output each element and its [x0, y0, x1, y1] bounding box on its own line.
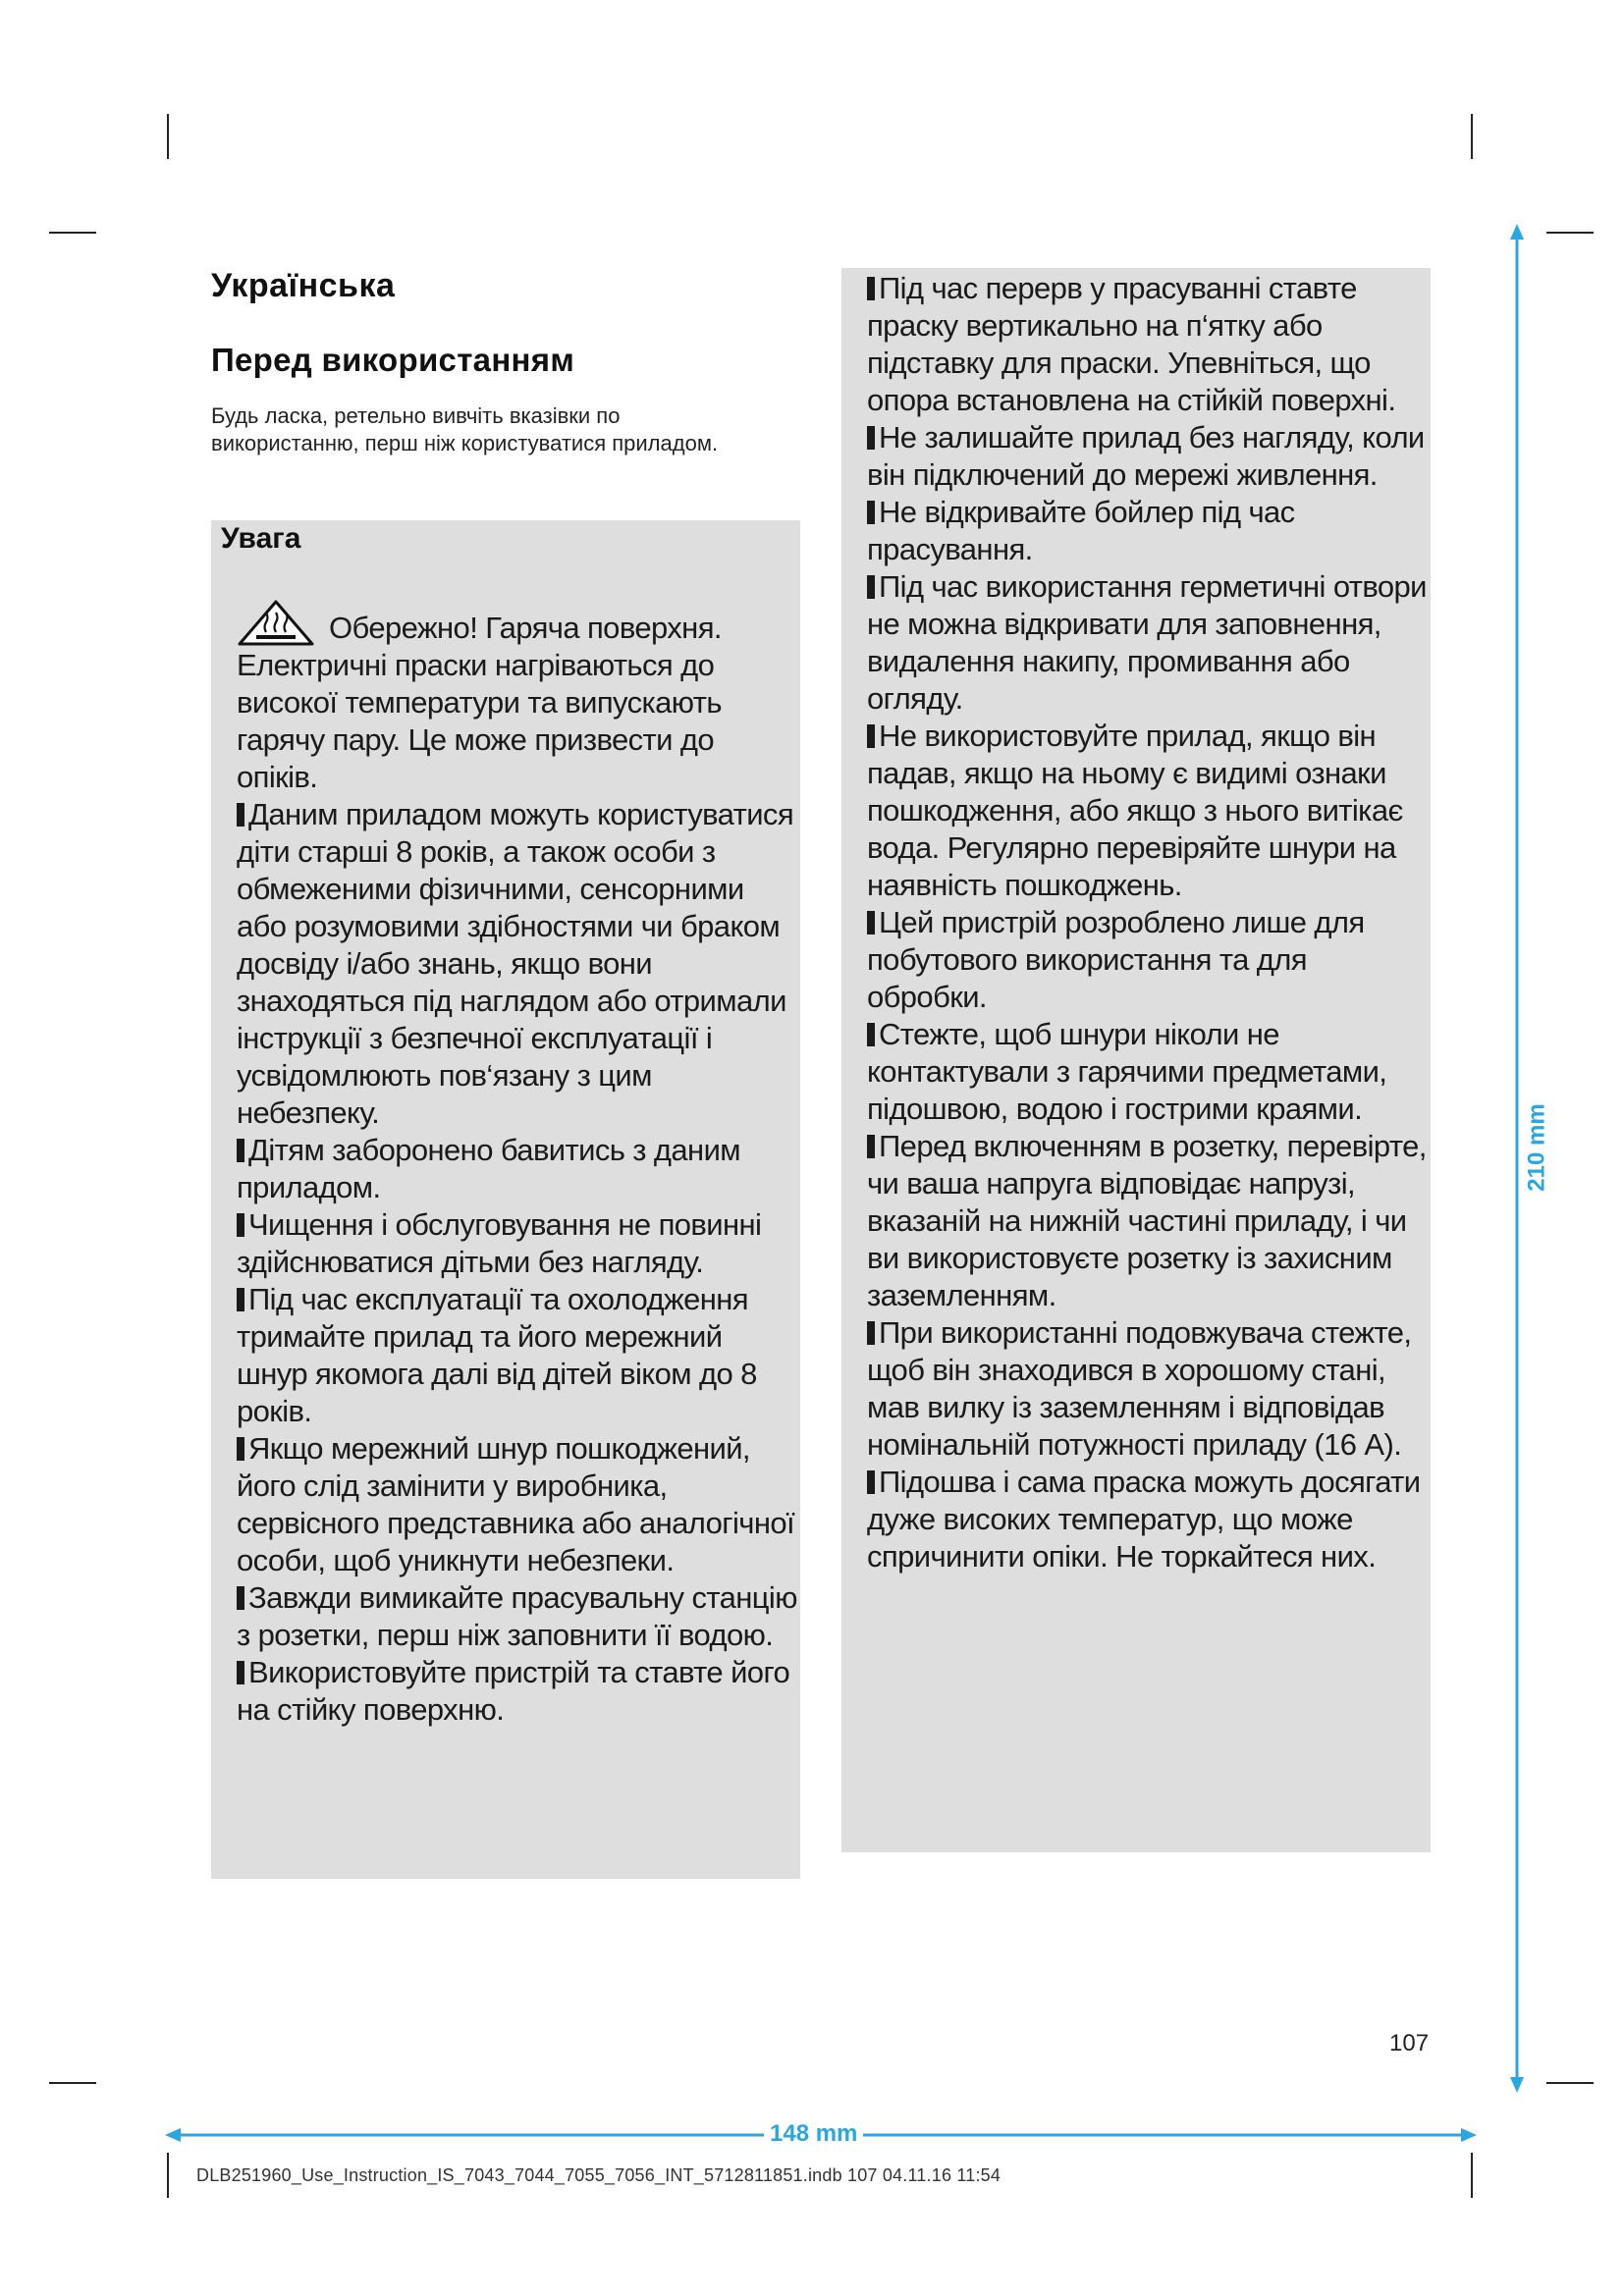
warning-item: Не використовуйте прилад, якщо він падав, якщо на ньому є видимі ознаки пошкодження, або якщо з нього витікає вода. Регулярно перевіряйте шнури на наявність пошкоджень.	[867, 719, 1403, 902]
crop-mark	[1471, 114, 1473, 159]
warning-item: Чищення і обслуговування не повинні здійснюватися дітьми без нагляду.	[237, 1207, 762, 1279]
height-label: 210 mm	[1524, 1097, 1551, 1197]
warning-item: Під час експлуатації та охолодження тримайте прилад та його мережний шнур якомога далі від дітей віком до 8 років.	[237, 1282, 757, 1428]
intro-paragraph: Будь ласка, ретельно вивчіть вказівки по використанню, перш ніж користуватися приладом.	[211, 403, 719, 455]
warning-item: Обережно! Гаряча поверхня. Електричні праски нагріваються до високої температури та випускають гарячу пару. Це може призвести до опіків.	[237, 599, 798, 796]
language-heading: Українська	[211, 267, 396, 304]
warning-item: Дітям заборонено бавитись з даним приладом.	[237, 1133, 741, 1204]
crop-mark	[1546, 232, 1594, 234]
warning-item: Підошва і сама праска можуть досягати дуже високих температур, що може спричинити опіки. Не торкайтеся них.	[867, 1465, 1421, 1574]
width-label: 148 mm	[764, 2120, 863, 2148]
warning-list-left	[237, 599, 798, 1729]
hot-surface-warning-icon	[237, 599, 315, 646]
arrow-left-icon	[165, 2128, 181, 2142]
warning-item: Стежте, щоб шнури ніколи не контактували з гарячими предметами, підошвою, водою і гострими краями.	[867, 1017, 1387, 1126]
crop-mark	[49, 232, 96, 234]
arrow-up-icon	[1510, 224, 1524, 240]
warning-item: Не відкривайте бойлер під час прасування.	[867, 495, 1295, 566]
warning-panel-right	[841, 268, 1431, 1852]
warning-item: Цей пристрій розроблено лише для побутового використання та для обробки.	[867, 905, 1365, 1014]
warning-item: Під час використання герметичні отвори не можна відкривати для заповнення, видалення накипу, промивання або огляду.	[867, 569, 1427, 716]
warning-panel-left	[211, 520, 800, 1879]
warning-item: Використовуйте пристрій та ставте його на стійку поверхню.	[237, 1655, 790, 1727]
crop-mark	[1546, 2082, 1594, 2084]
section-title: Перед використанням	[211, 342, 575, 378]
warning-item: Не залишайте прилад без нагляду, коли він підключений до мережі живлення.	[867, 420, 1425, 492]
warning-item: Завжди вимикайте прасувальну станцію з розетки, перш ніж заповнити її водою.	[237, 1580, 797, 1652]
warning-item: Даним приладом можуть користуватися діти старші 8 років, а також особи з обмеженими фізичними, сенсорними або розумовими здібностями чи браком досвіду і/або знань, якщо вони знаходяться під наглядом або отримали інструкції з безпечної експлуатації і усвідомлюють пов‘язану з цим небезпеку.	[237, 797, 794, 1130]
warning-item: Під час перерв у прасуванні ставте праску вертикально на п‘ятку або підставку для праски. Упевніться, що опора встановлена на стійкій поверхні.	[867, 271, 1396, 417]
page-number: 107	[1389, 2030, 1430, 2056]
print-slug: DLB251960_Use_Instruction_IS_7043_7044_7055_7056_INT_5712811851.indb 107 04.11.16 11:54	[196, 2165, 1001, 2185]
arrow-down-icon	[1510, 2077, 1524, 2093]
warning-title: Увага	[221, 522, 301, 555]
crop-mark	[167, 2153, 169, 2198]
arrow-right-icon	[1461, 2128, 1477, 2142]
crop-mark	[49, 2082, 96, 2084]
crop-mark	[167, 114, 169, 159]
warning-item: При використанні подовжувача стежте, щоб він знаходився в хорошому стані, мав вилку із заземленням і відповідав номінальній потужності приладу (16 A).	[867, 1315, 1412, 1462]
warning-list-right	[867, 270, 1429, 1575]
warning-item: Перед включенням в розетку, перевірте, чи ваша напруга відповідає напрузі, вказаній на нижній частині приладу, і чи ви використовуєте розетку із захисним заземленням.	[867, 1129, 1427, 1312]
crop-mark	[1471, 2153, 1473, 2198]
warning-item: Якщо мережний шнур пошкоджений, його слід замінити у виробника, сервісного представника або аналогічної особи, щоб уникнути небезпеки.	[237, 1431, 794, 1577]
